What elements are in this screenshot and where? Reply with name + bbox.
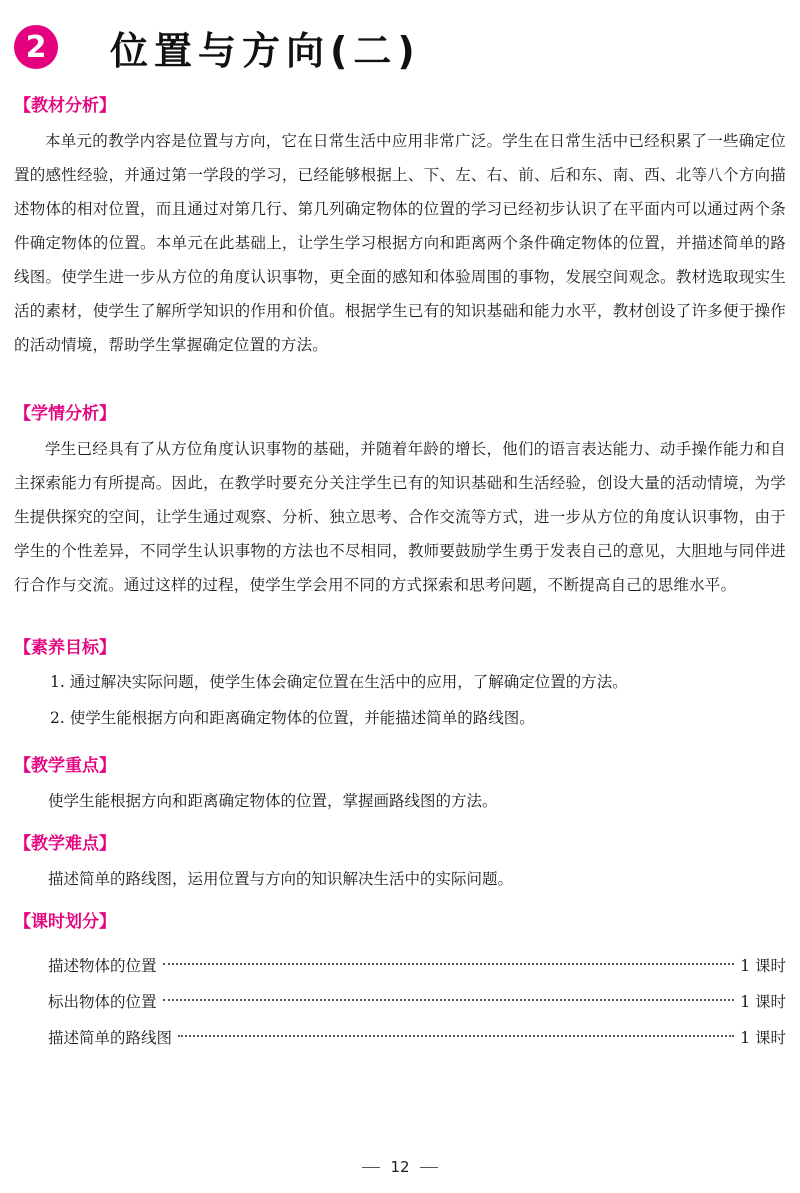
schedule-row: [14, 1020, 786, 1056]
section-literacy-goals: [14, 636, 786, 736]
section-paragraph: 学生已经具有了从方位角度认识事物的基础，并随着年龄的增长，他们的语言表达能力、动手操作能力和自主探索能力有所提高。因此，在教学时要充分关注学生已有的知识基础和生活经验，创设大量的活动情境，为学生提供探究的空间，让学生通过观察、分析、独立思考、合作交流等方式，进一步从方位的角度认识事物，由于学生的个性差异，不同学生认识事物的方法也不尽相同，教师要鼓励学生勇于发表自己的意见，大胆地与同伴进行合作与交流。通过这样的过程，使学生学会用不同的方式探索和思考问题，不断提高自己的思维水平。: [14, 440, 786, 594]
leader-dots: [178, 1035, 734, 1037]
goal-item: 1. 通过解决实际问题，使学生体会确定位置在生活中的应用，了解确定位置的方法。: [50, 673, 628, 691]
schedule-row: [14, 984, 786, 1020]
chapter-number-badge: 2: [14, 25, 58, 69]
section-schedule: [14, 910, 786, 1056]
section-heading: 【课时划分】: [14, 912, 116, 932]
section-heading: 【素养目标】: [14, 638, 116, 658]
lesson-name: 描述物体的位置: [48, 957, 157, 975]
lesson-name: 描述简单的路线图: [48, 1029, 173, 1047]
page-title: 位置与方向(二): [110, 28, 421, 73]
section-learning-analysis: [14, 402, 786, 602]
chapter-header: [14, 22, 421, 72]
section-paragraph: 本单元的教学内容是位置与方向，它在日常生活中应用非常广泛。学生在日常生活中已经积累了一些确定位置的感性经验，并通过第一学段的学习，已经能够根据上、下、左、右、前、后和东、南、西、北等八个方向描述物体的相对位置，而且通过对第几行、第几列确定物体的位置的学习已经初步认识了在平面内可以通过两个条件确定物体的位置。本单元在此基础上，让学生学习根据方向和距离两个条件确定物体的位置，并描述简单的路线图。使学生进一步从方位的角度认识事物，更全面的感知和体验周围的事物，发展空间观念。教材选取现实生活的素材，使学生了解所学知识的作用和价值。根据学生已有的知识基础和能力水平，教材创设了许多便于操作的活动情境，帮助学生掌握确定位置的方法。: [14, 132, 786, 354]
page-footer: [0, 1158, 800, 1176]
footer-dash: [420, 1167, 438, 1168]
leader-dots: [163, 963, 735, 965]
goal-item: 2. 使学生能根据方向和距离确定物体的位置，并能描述简单的路线图。: [50, 709, 535, 727]
section-text: 描述简单的路线图，运用位置与方向的知识解决生活中的实际问题。: [48, 870, 514, 888]
schedule-list: [14, 948, 786, 1056]
section-difficulties: [14, 832, 786, 896]
section-textbook-analysis: [14, 94, 786, 362]
lesson-hours: 1 课时: [740, 1029, 786, 1047]
lesson-hours: 1 课时: [740, 957, 786, 975]
leader-dots: [163, 999, 735, 1001]
page-number: 12: [390, 1158, 410, 1176]
section-key-points: [14, 754, 786, 818]
lesson-hours: 1 课时: [740, 993, 786, 1011]
schedule-row: [14, 948, 786, 984]
section-heading: 【学情分析】: [14, 404, 116, 424]
section-text: 使学生能根据方向和距离确定物体的位置，掌握画路线图的方法。: [48, 792, 498, 810]
section-heading: 【教学难点】: [14, 834, 116, 854]
section-heading: 【教材分析】: [14, 96, 116, 116]
lesson-name: 标出物体的位置: [48, 993, 157, 1011]
section-heading: 【教学重点】: [14, 756, 116, 776]
footer-dash: [362, 1167, 380, 1168]
